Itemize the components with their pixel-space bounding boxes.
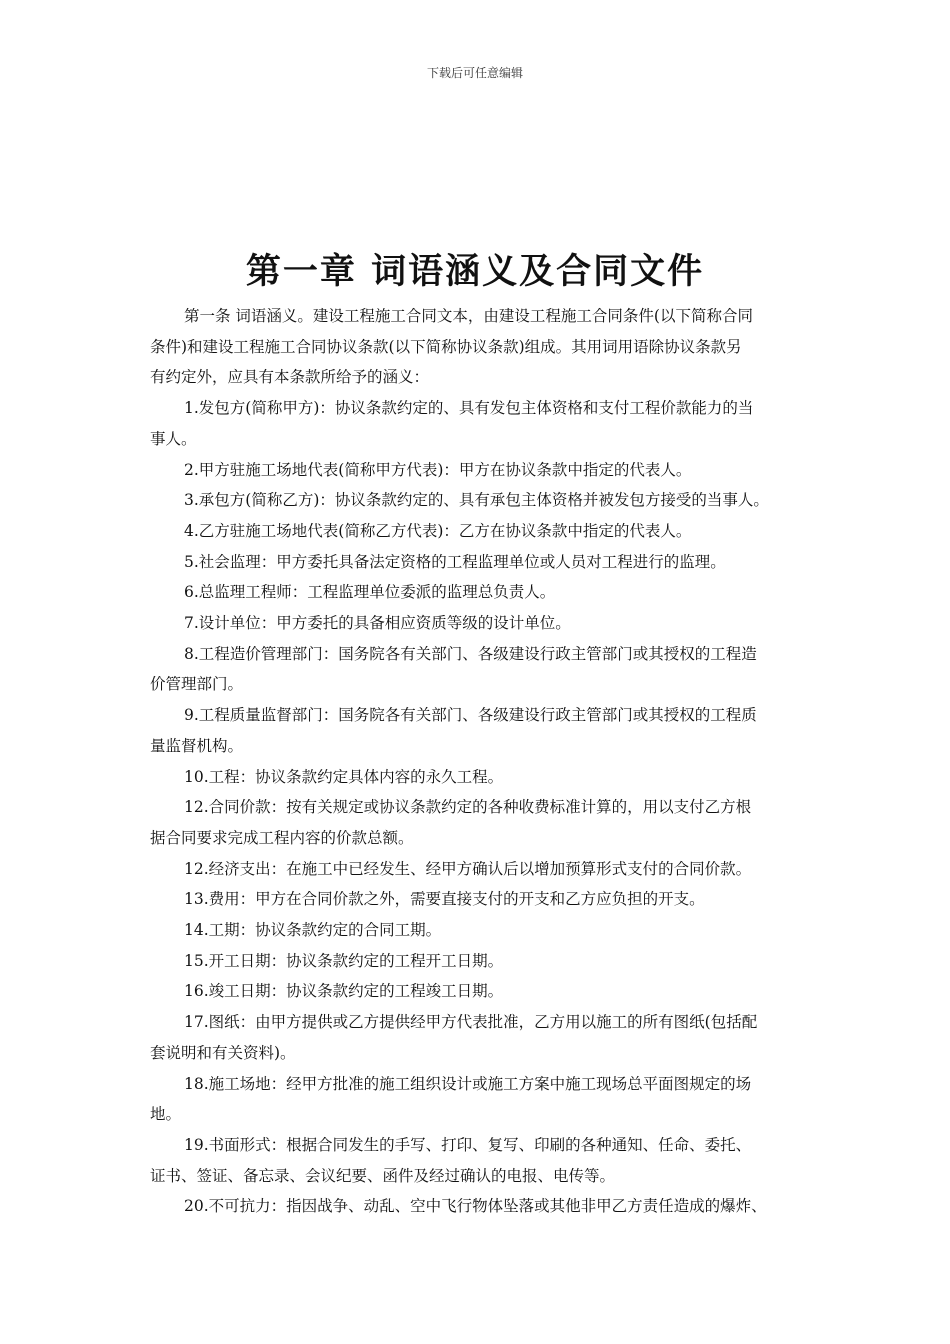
- text-line: 12.经济支出：在施工中已经发生、经甲方确认后以增加预算形式支付的合同价款。: [184, 859, 752, 878]
- text-line: 7.设计单位：甲方委托的具备相应资质等级的设计单位。: [184, 614, 571, 633]
- text-line: 1.发包方(简称甲方)：协议条款约定的、具有发包主体资格和支付工程价款能力的当: [184, 399, 754, 418]
- text-line: 10.工程：协议条款约定具体内容的永久工程。: [184, 767, 504, 786]
- text-line: 15.开工日期：协议条款约定的工程开工日期。: [184, 951, 504, 970]
- text-line: 地。: [150, 1105, 182, 1124]
- text-line: 5.社会监理：甲方委托具备法定资格的工程监理单位或人员对工程进行的监理。: [184, 552, 726, 571]
- chapter-title: 第一章 词语涵义及合同文件: [245, 251, 705, 292]
- text-line: 套说明和有关资料)。: [150, 1043, 296, 1062]
- text-line: 有约定外，应具有本条款所给予的涵义：: [150, 368, 430, 387]
- text-line: 13.费用：甲方在合同价款之外，需要直接支付的开支和乙方应负担的开支。: [184, 890, 705, 909]
- text-line: 第一条 词语涵义。建设工程施工合同文本，由建设工程施工合同条件(以下简称合同: [184, 307, 753, 325]
- page-header: 下载后可任意编辑: [426, 66, 523, 80]
- text-line: 3.承包方(简称乙方)：协议条款约定的、具有承包主体资格并被发包方接受的当事人。: [184, 491, 769, 510]
- text-line: 量监督机构。: [150, 736, 244, 755]
- text-line: 条件)和建设工程施工合同协议条款(以下简称协议条款)组成。其用词用语除协议条款另: [150, 337, 742, 356]
- text-line: 14.工期：协议条款约定的合同工期。: [184, 921, 442, 940]
- text-line: 16.竣工日期：协议条款约定的工程竣工日期。: [184, 982, 504, 1001]
- text-line: 2.甲方驻施工场地代表(简称甲方代表)：甲方在协议条款中指定的代表人。: [184, 460, 692, 479]
- text-line: 事人。: [150, 429, 197, 448]
- text-line: 19.书面形式：根据合同发生的手写、打印、复写、印刷的各种通知、任命、委托、: [184, 1135, 752, 1154]
- text-line: 价管理部门。: [150, 675, 244, 694]
- text-line: 17.图纸：由甲方提供或乙方提供经甲方代表批准，乙方用以施工的所有图纸(包括配: [184, 1013, 758, 1032]
- text-line: 12.合同价款：按有关规定或协议条款约定的各种收费标准计算的，用以支付乙方根: [184, 798, 752, 817]
- text-line: 6.总监理工程师：工程监理单位委派的监理总负责人。: [184, 583, 556, 602]
- text-line: 证书、签证、备忘录、会议纪要、函件及经过确认的电报、电传等。: [150, 1166, 616, 1185]
- text-line: 8.工程造价管理部门：国务院各有关部门、各级建设行政主管部门或其授权的工程造: [184, 644, 757, 663]
- text-line: 9.工程质量监督部门：国务院各有关部门、各级建设行政主管部门或其授权的工程质: [184, 706, 757, 725]
- text-line: 18.施工场地：经甲方批准的施工组织设计或施工方案中施工现场总平面图规定的场: [184, 1074, 752, 1093]
- text-line: 20.不可抗力：指因战争、动乱、空中飞行物体坠落或其他非甲乙方责任造成的爆炸、: [184, 1197, 767, 1216]
- text-line: 4.乙方驻施工场地代表(简称乙方代表)：乙方在协议条款中指定的代表人。: [184, 521, 692, 540]
- text-line: 据合同要求完成工程内容的价款总额。: [150, 828, 414, 847]
- document-body: [150, 301, 818, 1222]
